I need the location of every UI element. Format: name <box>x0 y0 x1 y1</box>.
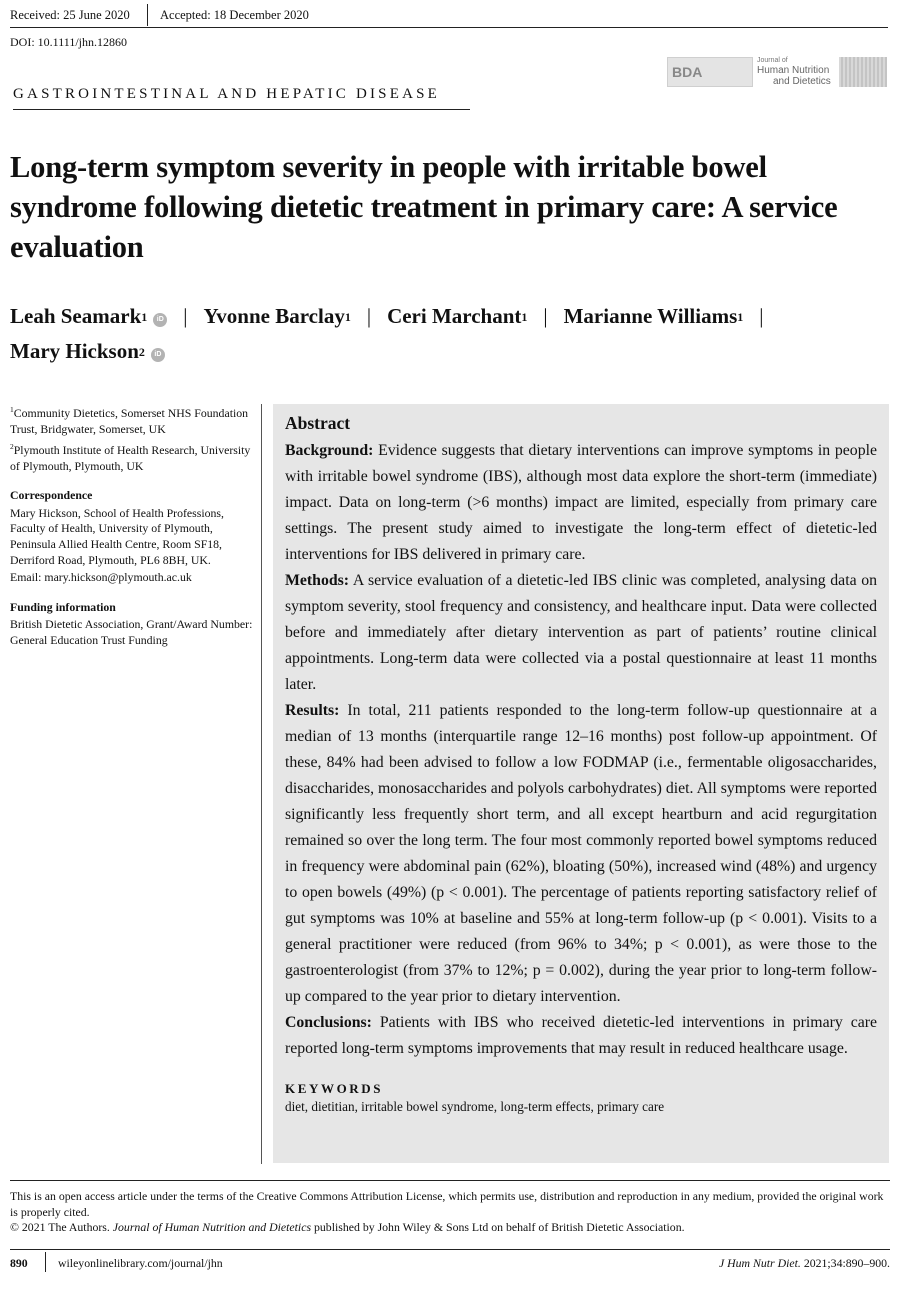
journal-logo-text <box>753 57 839 87</box>
article-title: Long-term symptom severity in people with irritable bowel syndrome following dietetic treatment in primary care: A service evaluation <box>10 150 838 264</box>
journal-logo-small: Journal of <box>757 57 788 64</box>
abstract-background: Background: Evidence suggests that dietary interventions can improve symptoms in people with irritable bowel syndrome (IBS), although most data explore the short-term (immediate) impact. Data on long-term (>6 months) impact are limited, especially from primary care settings. The present study aimed to investigate the long-term effect of dietetic-led interventions for IBS delivered in primary care. <box>285 442 877 563</box>
correspondence-address: Mary Hickson, School of Health Professions, Faculty of Health, University of Plymouth, Peninsula Allied Health Centre, Room SF18, Derriford Road, Plymouth, PL6 8BH, UK. <box>10 505 224 567</box>
abstract-heading: Abstract <box>285 413 351 433</box>
journal-logo-line1: Human Nutrition <box>757 65 830 76</box>
doi[interactable]: DOI: 10.1111/jhn.12860 <box>10 35 127 49</box>
abstract-methods: Methods: A service evaluation of a dietetic-led IBS clinic was completed, analysing data on symptom severity, stool frequency and consistency, and healthcare input. Data were collected before and immediately after dietary intervention as part of patients’ routine clinical appointments. Long-term data were collected via a postal questionnaire at least 11 months later. <box>285 572 878 693</box>
header-divider <box>147 4 148 26</box>
author[interactable]: Yvonne Barclay $^1$ <box>203 304 351 328</box>
orcid-icon[interactable]: iD <box>153 313 167 327</box>
author-separator: | <box>543 304 548 328</box>
page-number: 890 <box>10 1256 28 1270</box>
header-bar <box>10 0 888 28</box>
funding-heading: Funding information <box>10 599 116 614</box>
author-separator: | <box>366 304 372 328</box>
copyright-text: © 2021 The Authors. Journal of Human Nutrition and Dietetics published by John Wiley & Sons Ltd on behalf of British Dietetic Association. <box>10 1220 685 1235</box>
funding-text: British Dietetic Association, Grant/Award Number: General Education Trust Funding <box>10 617 253 647</box>
author[interactable]: Mary Hickson $^2$ iD <box>10 335 165 370</box>
affiliation-1: $^1$Community Dietetics, Somerset NHS Foundation Trust, Bridgwater, Somerset, UK <box>10 405 249 436</box>
author[interactable]: Ceri Marchant $^1$ <box>387 304 528 328</box>
section-label: GASTROINTESTINAL AND HEPATIC DISEASE <box>13 86 470 110</box>
logo-texture <box>839 57 887 87</box>
author[interactable]: Leah Seamark $^1$ iD <box>10 300 167 335</box>
license-text: This is an open access article under the terms of the Creative Commons Attribution License, which permits use, distribution and reproduction in any medium, provided the original work is properly cited. <box>10 1189 884 1219</box>
column-divider <box>261 404 262 1164</box>
page-footer <box>10 1249 890 1270</box>
author-separator: | <box>759 304 764 328</box>
abstract-conclusions: Conclusions: Patients with IBS who received dietetic-led interventions in primary care reported long-term symptoms improvements that may result in reduced healthcare usage. <box>285 1014 878 1057</box>
keywords-heading: KEYWORDS <box>285 1081 384 1096</box>
abstract-results: Results: In total, 211 patients responded to the long-term follow-up questionnaire at a median of 13 months (interquartile range 12–16 months) post follow-up appointment. Of these, 84% had been advised to follow a low FODMAP (i.e., fermentable oligosaccharides, disaccharides, monosaccharides and polyols carbohydrates) diet. All symptoms were reported significantly less frequently short term, and all except heartburn and acid regurgitation remained so over the long term. The four most commonly reported bowel symptoms reduced in frequency were abdominal pain (62%), bloating (50%), increased wind (48%) and urgency to open bowels (49%) (p < 0.001). The percentage of patients reporting satisfactory relief of gut symptoms was 10% at baseline and 55% at long-term follow-up (p < 0.001). Visits to a general practitioner were reduced (from 96% to 34%; p < 0.001), as were those to the gastroenterologist (from 37% to 12%; p = 0.002), during the year prior to long-term follow-up compared to the year prior to dietary intervention. <box>285 702 878 1005</box>
author[interactable]: Marianne Williams $^1$ <box>563 304 744 328</box>
author-list <box>10 300 890 370</box>
affiliations-column <box>10 402 255 651</box>
footer-divider <box>45 1252 46 1272</box>
bda-logo <box>667 57 753 87</box>
bda-logo-text: BDA <box>672 64 703 80</box>
author-separator: | <box>183 304 188 328</box>
keywords-list: diet, dietitian, irritable bowel syndrome, long-term effects, primary care <box>285 1099 665 1114</box>
accepted-date: Accepted: 18 December 2020 <box>160 8 309 22</box>
correspondence-heading: Correspondence <box>10 488 93 503</box>
license-footer <box>10 1180 890 1236</box>
abstract-box <box>273 404 889 1163</box>
affiliation-2: $^2$Plymouth Institute of Health Research, University of Plymouth, Plymouth, UK <box>10 442 251 473</box>
received-date: Received: 25 June 2020 <box>10 8 130 22</box>
correspondence-email[interactable]: Email: mary.hickson@plymouth.ac.uk <box>10 570 192 585</box>
journal-url[interactable]: wileyonlinelibrary.com/journal/jhn <box>58 1256 223 1270</box>
citation: J Hum Nutr Diet. 2021;34:890–900. <box>718 1256 890 1270</box>
journal-logo-line2: and Dietetics <box>773 76 831 87</box>
orcid-icon[interactable]: iD <box>151 348 165 362</box>
journal-logo <box>667 57 889 87</box>
